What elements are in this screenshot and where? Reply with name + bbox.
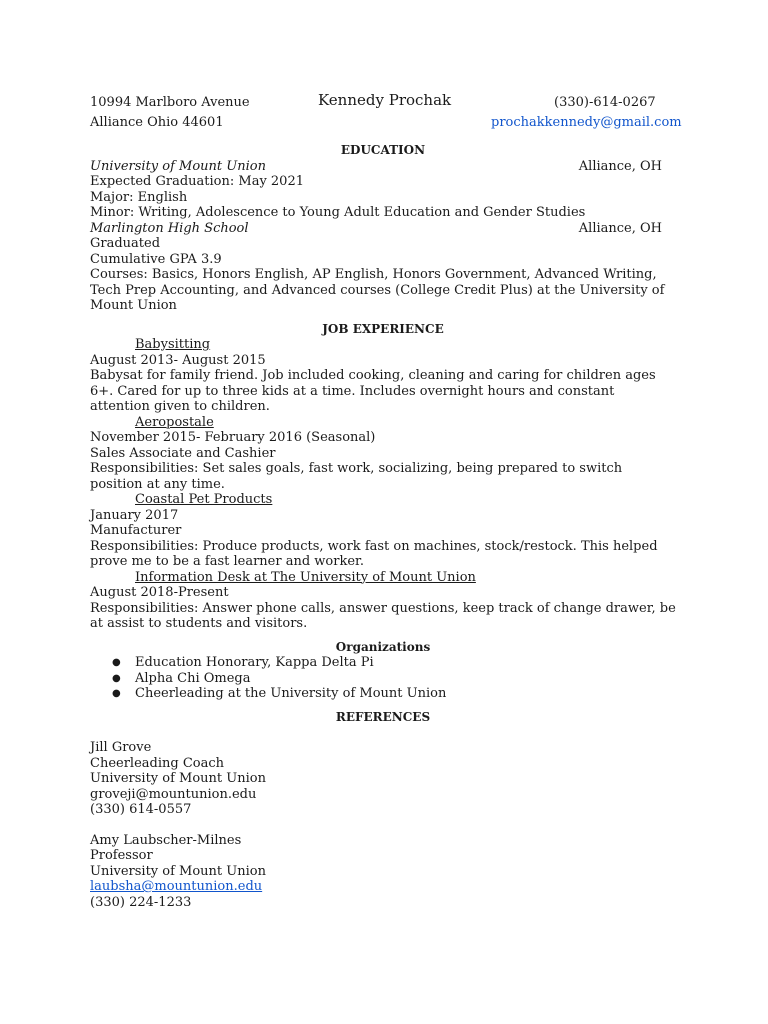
- organizations-list: [90, 655, 676, 702]
- reference-name: Jill Grove: [90, 740, 152, 755]
- job-details: Responsibilities: Answer phone calls, answer questions, keep track of change drawer, be at assist to students and visitors.: [90, 600, 676, 631]
- reference-title: Professor: [90, 848, 153, 863]
- job-role: Manufacturer: [90, 523, 182, 538]
- university-detail: Major: English: [90, 189, 188, 205]
- job-entry: [90, 337, 676, 415]
- job-details: Responsibilities: Set sales goals, fast work, socializing, being prepared to switch position at any time.: [90, 461, 623, 492]
- job-details: Responsibilities: Produce products, work fast on machines, stock/restock. This helped prove me to be a fast learner and worker.: [90, 538, 658, 569]
- resume-page: [90, 91, 682, 910]
- education-heading: EDUCATION: [340, 143, 426, 157]
- job-experience-heading: JOB EXPERIENCE: [322, 321, 444, 336]
- high-school-location: Alliance, OH: [578, 220, 662, 236]
- job-entry: [90, 570, 676, 632]
- university-name: University of Mount Union: [90, 158, 266, 174]
- job-dates: January 2017: [90, 507, 179, 523]
- high-school-detail: Cumulative GPA 3.9: [90, 251, 222, 267]
- university-detail: Minor: Writing, Adolescence to Young Adult Education and Gender Studies: [90, 205, 586, 220]
- list-item: ● Education Honorary, Kappa Delta Pi: [90, 655, 676, 671]
- resume-header: [90, 91, 682, 133]
- job-title: Aeropostale: [135, 414, 214, 430]
- high-school-row: [90, 221, 676, 237]
- phone-number: (330)-614-0267: [554, 95, 656, 110]
- job-dates: August 2013- August 2015: [90, 352, 266, 368]
- university-location: Alliance, OH: [578, 158, 662, 174]
- job-entry: [90, 415, 676, 493]
- job-entry: [90, 492, 676, 570]
- job-dates: August 2018-Present: [90, 585, 229, 600]
- reference-entry: [90, 833, 676, 911]
- reference-phone: (330) 614-0557: [90, 802, 192, 817]
- university-row: [90, 159, 676, 175]
- high-school-name: Marlington High School: [90, 220, 249, 236]
- address-line-2: Alliance Ohio 44601: [90, 115, 224, 130]
- job-title: Information Desk at The University of Mount Union: [135, 569, 476, 585]
- job-details: Babysat for family friend. Job included cooking, cleaning and caring for children ages 6+. Cared for up to three kids at a time. Includes overnight hours and constant attention given to children.: [90, 368, 656, 414]
- job-title: Coastal Pet Products: [135, 492, 273, 507]
- reference-entry: [90, 740, 676, 818]
- reference-org: University of Mount Union: [90, 863, 266, 879]
- reference-title: Cheerleading Coach: [90, 755, 225, 771]
- high-school-detail: Graduated: [90, 236, 161, 251]
- address-line-1: 10994 Marlboro Avenue: [90, 95, 250, 110]
- reference-org: University of Mount Union: [90, 771, 266, 786]
- reference-name: Amy Laubscher-Milnes: [90, 832, 242, 848]
- references-list: [90, 740, 676, 910]
- university-detail: Expected Graduation: May 2021: [90, 174, 304, 189]
- list-item: ● Alpha Chi Omega: [90, 671, 676, 687]
- job-role: Sales Associate and Cashier: [90, 445, 276, 461]
- reference-email: groveji@mountunion.edu: [90, 786, 257, 802]
- references-heading: REFERENCES: [335, 709, 431, 724]
- reference-email-link[interactable]: laubsha@mountunion.edu: [90, 879, 263, 894]
- reference-phone: (330) 224-1233: [90, 894, 192, 910]
- high-school-detail: Courses: Basics, Honors English, AP English, Honors Government, Advanced Writing, Tech Prep Accounting, and Advanced courses (College Credit Plus) at the University of Mount Union: [90, 267, 665, 313]
- list-item: ● Cheerleading at the University of Mount Union: [90, 686, 676, 702]
- job-dates: November 2015- February 2016 (Seasonal): [90, 430, 376, 445]
- applicant-name: Kennedy Prochak: [318, 91, 452, 109]
- email-link[interactable]: prochakkennedy@gmail.com: [491, 115, 682, 130]
- organizations-heading: Organizations: [335, 639, 431, 654]
- job-title: Babysitting: [135, 337, 211, 352]
